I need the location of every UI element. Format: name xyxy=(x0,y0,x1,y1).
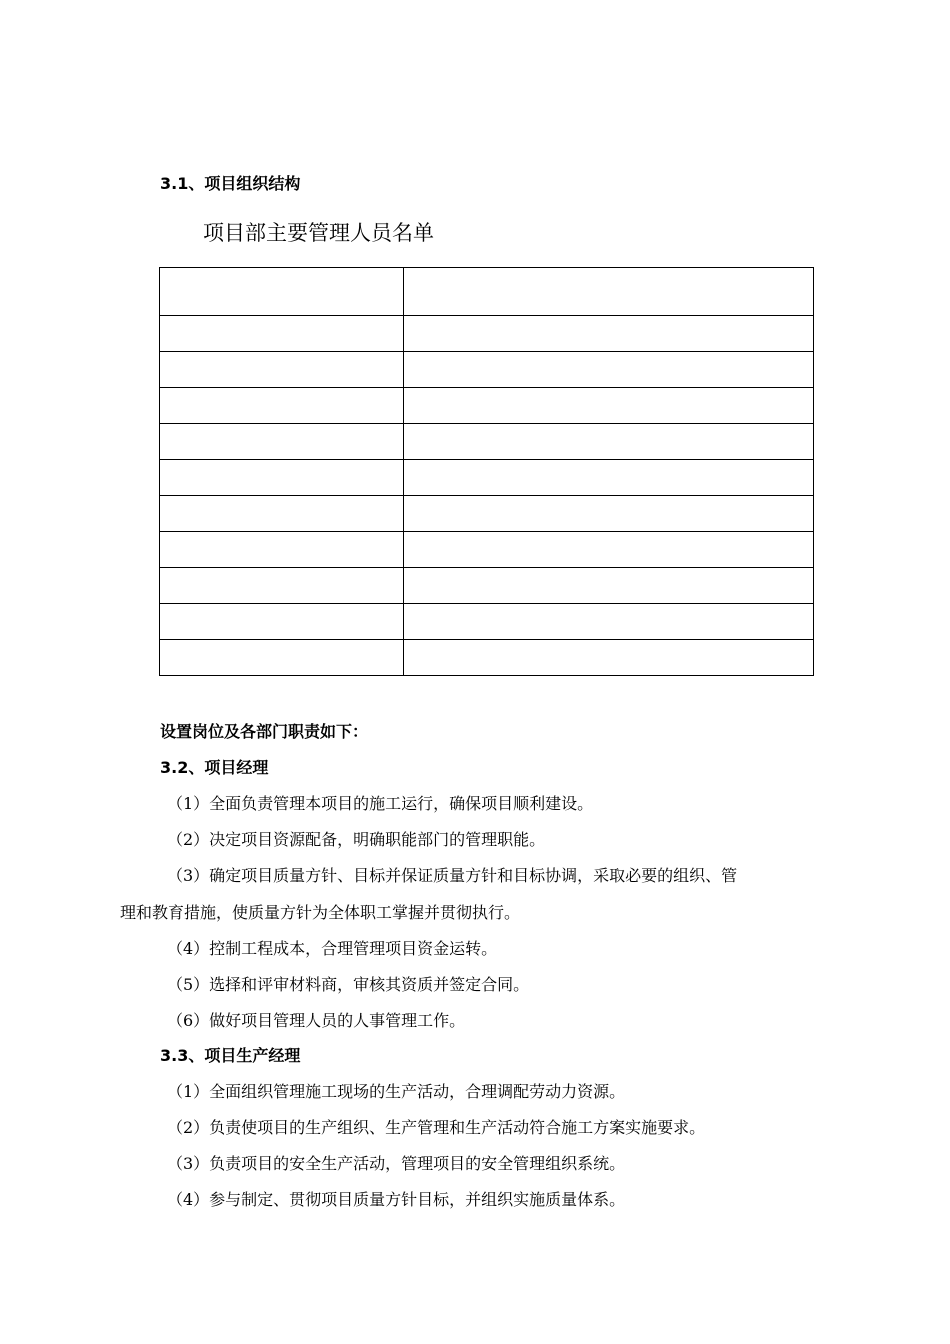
list-item: （4）参与制定、贯彻项目质量方针目标，并组织实施质量体系。 xyxy=(167,1190,626,1209)
table-cell xyxy=(404,640,814,676)
table-cell xyxy=(160,268,404,316)
list-item: （2）负责使项目的生产组织、生产管理和生产活动符合施工方案实施要求。 xyxy=(167,1118,706,1137)
list-item: （1）全面组织管理施工现场的生产活动，合理调配劳动力资源。 xyxy=(167,1082,626,1101)
table-row xyxy=(160,496,814,532)
table-title: 项目部主要管理人员名单 xyxy=(203,221,434,245)
table-row xyxy=(160,388,814,424)
table-cell xyxy=(160,532,404,568)
table-cell xyxy=(160,316,404,352)
table-cell xyxy=(404,316,814,352)
table-cell xyxy=(160,424,404,460)
table-cell xyxy=(160,568,404,604)
section-heading-3-3: 3.3、项目生产经理 xyxy=(160,1046,301,1065)
table-row xyxy=(160,460,814,496)
section-heading-3-2: 3.2、项目经理 xyxy=(160,758,269,777)
duties-intro: 设置岗位及各部门职责如下： xyxy=(160,722,369,741)
table-cell xyxy=(404,604,814,640)
list-item: （3）确定项目质量方针、目标并保证质量方针和目标协调，采取必要的组织、管 xyxy=(167,866,738,885)
list-item: （3）负责项目的安全生产活动，管理项目的安全管理组织系统。 xyxy=(167,1154,626,1173)
list-item: （2）决定项目资源配备，明确职能部门的管理职能。 xyxy=(167,830,546,849)
table-cell xyxy=(404,460,814,496)
table-cell xyxy=(404,496,814,532)
table-cell xyxy=(160,604,404,640)
list-item: （1）全面负责管理本项目的施工运行，确保项目顺利建设。 xyxy=(167,794,594,813)
table-row xyxy=(160,424,814,460)
table-cell xyxy=(160,352,404,388)
list-item-continuation: 理和教育措施，使质量方针为全体职工掌握并贯彻执行。 xyxy=(120,903,521,922)
table-cell xyxy=(160,496,404,532)
table-row xyxy=(160,604,814,640)
table-cell xyxy=(404,352,814,388)
table-cell xyxy=(160,388,404,424)
table-row xyxy=(160,640,814,676)
list-item: （5）选择和评审材料商，审核其资质并签定合同。 xyxy=(167,975,530,994)
table-row xyxy=(160,352,814,388)
table-cell xyxy=(404,424,814,460)
table-row xyxy=(160,568,814,604)
table-cell xyxy=(404,388,814,424)
list-item: （4）控制工程成本，合理管理项目资金运转。 xyxy=(167,939,498,958)
table-cell xyxy=(160,640,404,676)
table-cell xyxy=(404,532,814,568)
table-cell xyxy=(160,460,404,496)
table-row xyxy=(160,532,814,568)
table-row xyxy=(160,268,814,316)
table-cell xyxy=(404,268,814,316)
table-cell xyxy=(404,568,814,604)
staff-table xyxy=(159,267,814,676)
section-heading-3-1: 3.1、项目组织结构 xyxy=(160,174,301,193)
list-item: （6）做好项目管理人员的人事管理工作。 xyxy=(167,1011,466,1030)
table-row xyxy=(160,316,814,352)
